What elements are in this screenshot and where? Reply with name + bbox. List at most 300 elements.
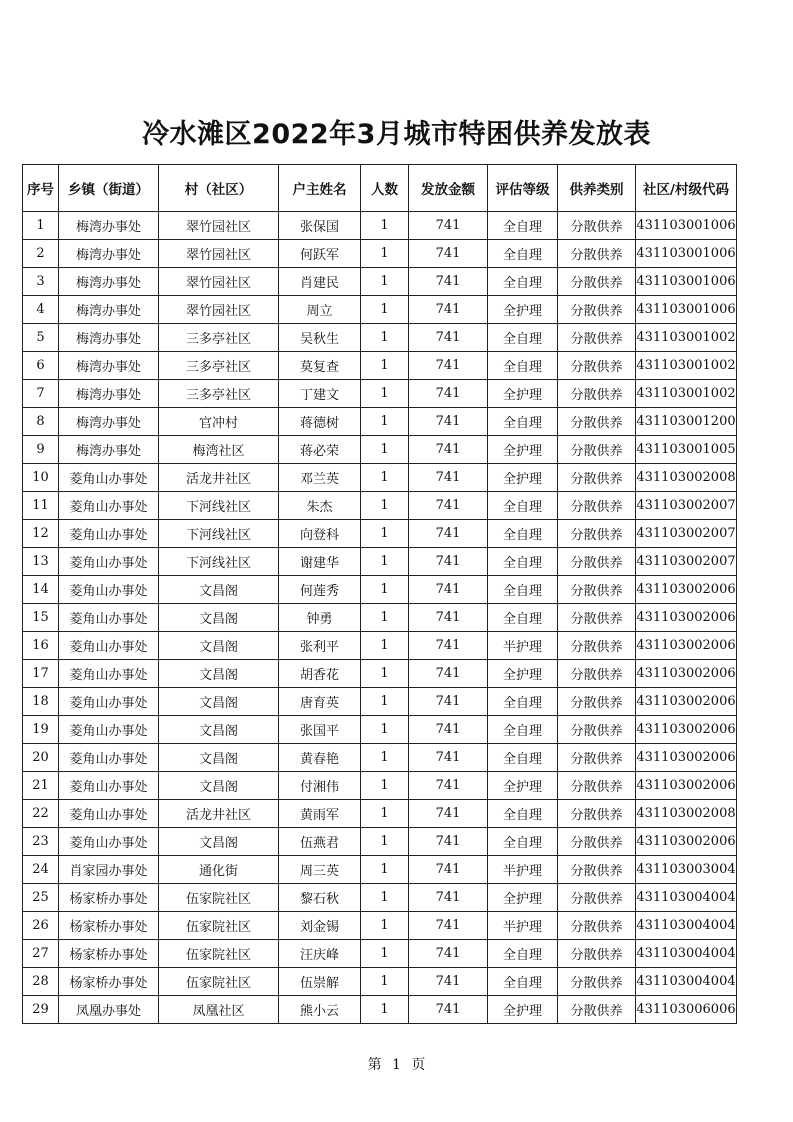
cell-seq: 15 — [23, 604, 59, 632]
header-householder: 户主姓名 — [279, 165, 361, 212]
cell-householder: 朱杰 — [279, 492, 361, 520]
cell-seq: 25 — [23, 884, 59, 912]
cell-seq: 13 — [23, 548, 59, 576]
cell-amount: 741 — [409, 996, 488, 1024]
table-row — [23, 716, 737, 744]
cell-village: 三多亭社区 — [159, 380, 279, 408]
cell-seq: 17 — [23, 660, 59, 688]
cell-count: 1 — [361, 660, 409, 688]
cell-householder: 熊小云 — [279, 996, 361, 1024]
cell-grade: 全护理 — [488, 660, 558, 688]
cell-village: 通化街 — [159, 856, 279, 884]
cell-support-type: 分散供养 — [558, 688, 636, 716]
cell-support-type: 分散供养 — [558, 968, 636, 996]
cell-amount: 741 — [409, 576, 488, 604]
cell-code: 431103004004 — [636, 968, 737, 996]
cell-grade: 全自理 — [488, 716, 558, 744]
cell-support-type: 分散供养 — [558, 296, 636, 324]
cell-code: 431103002006 — [636, 744, 737, 772]
cell-village: 文昌阁 — [159, 604, 279, 632]
cell-count: 1 — [361, 352, 409, 380]
cell-count: 1 — [361, 828, 409, 856]
cell-householder: 张利平 — [279, 632, 361, 660]
cell-count: 1 — [361, 744, 409, 772]
table-row — [23, 968, 737, 996]
cell-grade: 全自理 — [488, 324, 558, 352]
cell-code: 431103001006 — [636, 240, 737, 268]
cell-seq: 8 — [23, 408, 59, 436]
cell-support-type: 分散供养 — [558, 436, 636, 464]
cell-village: 下河线社区 — [159, 492, 279, 520]
cell-householder: 胡香花 — [279, 660, 361, 688]
cell-code: 431103001006 — [636, 268, 737, 296]
cell-count: 1 — [361, 576, 409, 604]
cell-amount: 741 — [409, 520, 488, 548]
header-support-type: 供养类别 — [558, 165, 636, 212]
cell-town: 杨家桥办事处 — [59, 912, 159, 940]
cell-count: 1 — [361, 268, 409, 296]
cell-householder: 莫复查 — [279, 352, 361, 380]
cell-count: 1 — [361, 548, 409, 576]
cell-support-type: 分散供养 — [558, 268, 636, 296]
cell-code: 431103002006 — [636, 716, 737, 744]
cell-householder: 邓兰英 — [279, 464, 361, 492]
cell-householder: 汪庆峰 — [279, 940, 361, 968]
cell-grade: 半护理 — [488, 632, 558, 660]
cell-count: 1 — [361, 296, 409, 324]
cell-grade: 全自理 — [488, 744, 558, 772]
table-row — [23, 884, 737, 912]
cell-amount: 741 — [409, 632, 488, 660]
cell-code: 431103002007 — [636, 548, 737, 576]
cell-grade: 全自理 — [488, 268, 558, 296]
cell-count: 1 — [361, 884, 409, 912]
cell-count: 1 — [361, 688, 409, 716]
cell-count: 1 — [361, 212, 409, 240]
cell-town: 菱角山办事处 — [59, 464, 159, 492]
cell-village: 三多亭社区 — [159, 352, 279, 380]
cell-code: 431103001005 — [636, 436, 737, 464]
cell-grade: 全护理 — [488, 884, 558, 912]
cell-code: 431103001200 — [636, 408, 737, 436]
cell-seq: 9 — [23, 436, 59, 464]
header-grade: 评估等级 — [488, 165, 558, 212]
cell-town: 菱角山办事处 — [59, 632, 159, 660]
cell-town: 凤凰办事处 — [59, 996, 159, 1024]
cell-town: 梅湾办事处 — [59, 324, 159, 352]
cell-village: 梅湾社区 — [159, 436, 279, 464]
cell-count: 1 — [361, 968, 409, 996]
cell-town: 菱角山办事处 — [59, 548, 159, 576]
cell-amount: 741 — [409, 716, 488, 744]
cell-village: 三多亭社区 — [159, 324, 279, 352]
cell-village: 活龙井社区 — [159, 464, 279, 492]
cell-support-type: 分散供养 — [558, 772, 636, 800]
cell-support-type: 分散供养 — [558, 660, 636, 688]
cell-amount: 741 — [409, 800, 488, 828]
cell-grade: 全护理 — [488, 380, 558, 408]
cell-support-type: 分散供养 — [558, 576, 636, 604]
cell-code: 431103001002 — [636, 380, 737, 408]
header-village: 村（社区） — [159, 165, 279, 212]
cell-code: 431103002006 — [636, 660, 737, 688]
cell-grade: 全自理 — [488, 688, 558, 716]
cell-code: 431103002008 — [636, 800, 737, 828]
cell-support-type: 分散供养 — [558, 884, 636, 912]
cell-count: 1 — [361, 856, 409, 884]
cell-count: 1 — [361, 380, 409, 408]
cell-householder: 周立 — [279, 296, 361, 324]
cell-householder: 伍崇解 — [279, 968, 361, 996]
table-row — [23, 688, 737, 716]
cell-town: 梅湾办事处 — [59, 380, 159, 408]
footer-suffix: 页 — [411, 1057, 426, 1073]
cell-grade: 半护理 — [488, 856, 558, 884]
cell-seq: 3 — [23, 268, 59, 296]
cell-seq: 1 — [23, 212, 59, 240]
cell-amount: 741 — [409, 296, 488, 324]
cell-support-type: 分散供养 — [558, 548, 636, 576]
table-row — [23, 856, 737, 884]
cell-village: 文昌阁 — [159, 744, 279, 772]
cell-amount: 741 — [409, 492, 488, 520]
cell-seq: 12 — [23, 520, 59, 548]
cell-householder: 黎石秋 — [279, 884, 361, 912]
cell-town: 菱角山办事处 — [59, 772, 159, 800]
cell-town: 菱角山办事处 — [59, 800, 159, 828]
cell-grade: 全护理 — [488, 296, 558, 324]
cell-support-type: 分散供养 — [558, 716, 636, 744]
cell-town: 菱角山办事处 — [59, 576, 159, 604]
table-row — [23, 268, 737, 296]
cell-village: 翠竹园社区 — [159, 240, 279, 268]
cell-seq: 26 — [23, 912, 59, 940]
cell-code: 431103004004 — [636, 940, 737, 968]
cell-householder: 何莲秀 — [279, 576, 361, 604]
cell-village: 文昌阁 — [159, 772, 279, 800]
cell-householder: 肖建民 — [279, 268, 361, 296]
cell-grade: 全自理 — [488, 968, 558, 996]
cell-amount: 741 — [409, 464, 488, 492]
cell-count: 1 — [361, 240, 409, 268]
cell-code: 431103001002 — [636, 324, 737, 352]
table-row — [23, 212, 737, 240]
cell-grade: 全自理 — [488, 408, 558, 436]
table-row — [23, 576, 737, 604]
cell-town: 杨家桥办事处 — [59, 968, 159, 996]
cell-village: 文昌阁 — [159, 632, 279, 660]
cell-town: 菱角山办事处 — [59, 492, 159, 520]
cell-count: 1 — [361, 632, 409, 660]
cell-village: 伍家院社区 — [159, 884, 279, 912]
cell-amount: 741 — [409, 436, 488, 464]
cell-seq: 23 — [23, 828, 59, 856]
cell-amount: 741 — [409, 548, 488, 576]
cell-amount: 741 — [409, 884, 488, 912]
cell-seq: 20 — [23, 744, 59, 772]
cell-code: 431103002008 — [636, 464, 737, 492]
table-row — [23, 492, 737, 520]
cell-code: 431103004004 — [636, 884, 737, 912]
table-row — [23, 744, 737, 772]
cell-amount: 741 — [409, 408, 488, 436]
cell-householder: 吴秋生 — [279, 324, 361, 352]
cell-seq: 22 — [23, 800, 59, 828]
table-row — [23, 996, 737, 1024]
cell-code: 431103002007 — [636, 520, 737, 548]
header-count: 人数 — [361, 165, 409, 212]
cell-grade: 全自理 — [488, 800, 558, 828]
cell-support-type: 分散供养 — [558, 352, 636, 380]
cell-village: 伍家院社区 — [159, 968, 279, 996]
cell-support-type: 分散供养 — [558, 464, 636, 492]
cell-village: 官冲村 — [159, 408, 279, 436]
table-row — [23, 912, 737, 940]
cell-town: 梅湾办事处 — [59, 268, 159, 296]
cell-count: 1 — [361, 520, 409, 548]
cell-householder: 黄春艳 — [279, 744, 361, 772]
table-row — [23, 632, 737, 660]
cell-code: 431103001002 — [636, 352, 737, 380]
cell-householder: 伍燕君 — [279, 828, 361, 856]
cell-support-type: 分散供养 — [558, 996, 636, 1024]
cell-seq: 21 — [23, 772, 59, 800]
table-row — [23, 380, 737, 408]
header-code: 社区/村级代码 — [636, 165, 737, 212]
page-footer — [0, 1054, 793, 1074]
cell-amount: 741 — [409, 744, 488, 772]
cell-amount: 741 — [409, 268, 488, 296]
cell-village: 活龙井社区 — [159, 800, 279, 828]
cell-town: 菱角山办事处 — [59, 828, 159, 856]
cell-town: 梅湾办事处 — [59, 296, 159, 324]
cell-grade: 全自理 — [488, 828, 558, 856]
cell-count: 1 — [361, 324, 409, 352]
cell-householder: 丁建文 — [279, 380, 361, 408]
cell-village: 翠竹园社区 — [159, 212, 279, 240]
cell-support-type: 分散供养 — [558, 240, 636, 268]
cell-village: 文昌阁 — [159, 828, 279, 856]
cell-town: 菱角山办事处 — [59, 688, 159, 716]
table-row — [23, 604, 737, 632]
cell-grade: 半护理 — [488, 912, 558, 940]
cell-village: 翠竹园社区 — [159, 268, 279, 296]
cell-support-type: 分散供养 — [558, 604, 636, 632]
cell-grade: 全护理 — [488, 464, 558, 492]
cell-town: 梅湾办事处 — [59, 352, 159, 380]
cell-householder: 刘金锡 — [279, 912, 361, 940]
table-row — [23, 772, 737, 800]
cell-count: 1 — [361, 940, 409, 968]
cell-code: 431103002007 — [636, 492, 737, 520]
cell-amount: 741 — [409, 660, 488, 688]
table-row — [23, 520, 737, 548]
cell-town: 肖家园办事处 — [59, 856, 159, 884]
cell-grade: 全护理 — [488, 772, 558, 800]
cell-village: 文昌阁 — [159, 576, 279, 604]
cell-town: 梅湾办事处 — [59, 212, 159, 240]
cell-seq: 10 — [23, 464, 59, 492]
cell-amount: 741 — [409, 240, 488, 268]
cell-town: 菱角山办事处 — [59, 716, 159, 744]
cell-support-type: 分散供养 — [558, 492, 636, 520]
cell-seq: 14 — [23, 576, 59, 604]
cell-code: 431103002006 — [636, 772, 737, 800]
cell-code: 431103002006 — [636, 576, 737, 604]
header-town: 乡镇（街道） — [59, 165, 159, 212]
table-row — [23, 436, 737, 464]
cell-grade: 全自理 — [488, 940, 558, 968]
cell-amount: 741 — [409, 324, 488, 352]
cell-grade: 全自理 — [488, 548, 558, 576]
cell-count: 1 — [361, 408, 409, 436]
table-row — [23, 828, 737, 856]
cell-town: 杨家桥办事处 — [59, 884, 159, 912]
cell-amount: 741 — [409, 856, 488, 884]
cell-support-type: 分散供养 — [558, 212, 636, 240]
cell-grade: 全自理 — [488, 576, 558, 604]
cell-support-type: 分散供养 — [558, 940, 636, 968]
cell-seq: 18 — [23, 688, 59, 716]
cell-village: 下河线社区 — [159, 548, 279, 576]
cell-seq: 16 — [23, 632, 59, 660]
cell-grade: 全自理 — [488, 240, 558, 268]
cell-code: 431103001006 — [636, 212, 737, 240]
cell-householder: 黄雨军 — [279, 800, 361, 828]
cell-support-type: 分散供养 — [558, 520, 636, 548]
cell-count: 1 — [361, 800, 409, 828]
cell-amount: 741 — [409, 968, 488, 996]
cell-code: 431103006006 — [636, 996, 737, 1024]
cell-count: 1 — [361, 436, 409, 464]
cell-town: 菱角山办事处 — [59, 744, 159, 772]
cell-householder: 周三英 — [279, 856, 361, 884]
cell-count: 1 — [361, 716, 409, 744]
cell-code: 431103002006 — [636, 604, 737, 632]
table-body — [23, 212, 737, 1024]
cell-householder: 何跃军 — [279, 240, 361, 268]
header-amount: 发放金额 — [409, 165, 488, 212]
cell-support-type: 分散供养 — [558, 380, 636, 408]
cell-town: 菱角山办事处 — [59, 520, 159, 548]
cell-amount: 741 — [409, 604, 488, 632]
cell-town: 梅湾办事处 — [59, 436, 159, 464]
cell-village: 文昌阁 — [159, 660, 279, 688]
cell-seq: 28 — [23, 968, 59, 996]
cell-householder: 蒋必荣 — [279, 436, 361, 464]
table-header-row — [23, 165, 737, 212]
cell-code: 431103001006 — [636, 296, 737, 324]
cell-count: 1 — [361, 912, 409, 940]
page-title: 冷水滩区2022年3月城市特困供养发放表 — [142, 119, 651, 150]
cell-support-type: 分散供养 — [558, 632, 636, 660]
cell-seq: 11 — [23, 492, 59, 520]
cell-amount: 741 — [409, 212, 488, 240]
cell-householder: 张保国 — [279, 212, 361, 240]
cell-village: 文昌阁 — [159, 688, 279, 716]
payment-table — [22, 164, 737, 1024]
cell-householder: 唐育英 — [279, 688, 361, 716]
cell-code: 431103002006 — [636, 828, 737, 856]
cell-support-type: 分散供养 — [558, 856, 636, 884]
table-row — [23, 464, 737, 492]
cell-seq: 29 — [23, 996, 59, 1024]
cell-amount: 741 — [409, 912, 488, 940]
cell-support-type: 分散供养 — [558, 912, 636, 940]
cell-count: 1 — [361, 772, 409, 800]
cell-grade: 全自理 — [488, 352, 558, 380]
cell-village: 翠竹园社区 — [159, 296, 279, 324]
cell-village: 伍家院社区 — [159, 940, 279, 968]
cell-grade: 全自理 — [488, 604, 558, 632]
cell-seq: 27 — [23, 940, 59, 968]
cell-amount: 741 — [409, 772, 488, 800]
cell-amount: 741 — [409, 940, 488, 968]
cell-seq: 5 — [23, 324, 59, 352]
cell-support-type: 分散供养 — [558, 800, 636, 828]
cell-seq: 19 — [23, 716, 59, 744]
table-row — [23, 800, 737, 828]
cell-count: 1 — [361, 464, 409, 492]
cell-support-type: 分散供养 — [558, 828, 636, 856]
cell-seq: 6 — [23, 352, 59, 380]
cell-code: 431103002006 — [636, 688, 737, 716]
cell-support-type: 分散供养 — [558, 744, 636, 772]
cell-householder: 向登科 — [279, 520, 361, 548]
cell-householder: 钟勇 — [279, 604, 361, 632]
header-seq: 序号 — [23, 165, 59, 212]
cell-support-type: 分散供养 — [558, 324, 636, 352]
cell-town: 菱角山办事处 — [59, 660, 159, 688]
cell-grade: 全护理 — [488, 996, 558, 1024]
cell-householder: 张国平 — [279, 716, 361, 744]
cell-grade: 全自理 — [488, 212, 558, 240]
cell-code: 431103003004 — [636, 856, 737, 884]
cell-seq: 4 — [23, 296, 59, 324]
table-row — [23, 940, 737, 968]
cell-seq: 24 — [23, 856, 59, 884]
table-row — [23, 548, 737, 576]
cell-town: 梅湾办事处 — [59, 240, 159, 268]
table-row — [23, 240, 737, 268]
cell-count: 1 — [361, 604, 409, 632]
cell-amount: 741 — [409, 688, 488, 716]
table-row — [23, 660, 737, 688]
page-number: 1 — [392, 1057, 401, 1073]
cell-amount: 741 — [409, 828, 488, 856]
footer-prefix: 第 — [367, 1057, 382, 1073]
cell-grade: 全自理 — [488, 520, 558, 548]
cell-town: 杨家桥办事处 — [59, 940, 159, 968]
cell-amount: 741 — [409, 380, 488, 408]
cell-village: 凤凰社区 — [159, 996, 279, 1024]
cell-code: 431103002006 — [636, 632, 737, 660]
table-row — [23, 296, 737, 324]
cell-support-type: 分散供养 — [558, 408, 636, 436]
cell-seq: 2 — [23, 240, 59, 268]
cell-grade: 全自理 — [488, 492, 558, 520]
table-row — [23, 352, 737, 380]
cell-grade: 全护理 — [488, 436, 558, 464]
cell-code: 431103004004 — [636, 912, 737, 940]
cell-count: 1 — [361, 492, 409, 520]
cell-householder: 付湘伟 — [279, 772, 361, 800]
cell-village: 下河线社区 — [159, 520, 279, 548]
cell-householder: 蒋德树 — [279, 408, 361, 436]
cell-householder: 谢建华 — [279, 548, 361, 576]
cell-town: 菱角山办事处 — [59, 604, 159, 632]
cell-town: 梅湾办事处 — [59, 408, 159, 436]
